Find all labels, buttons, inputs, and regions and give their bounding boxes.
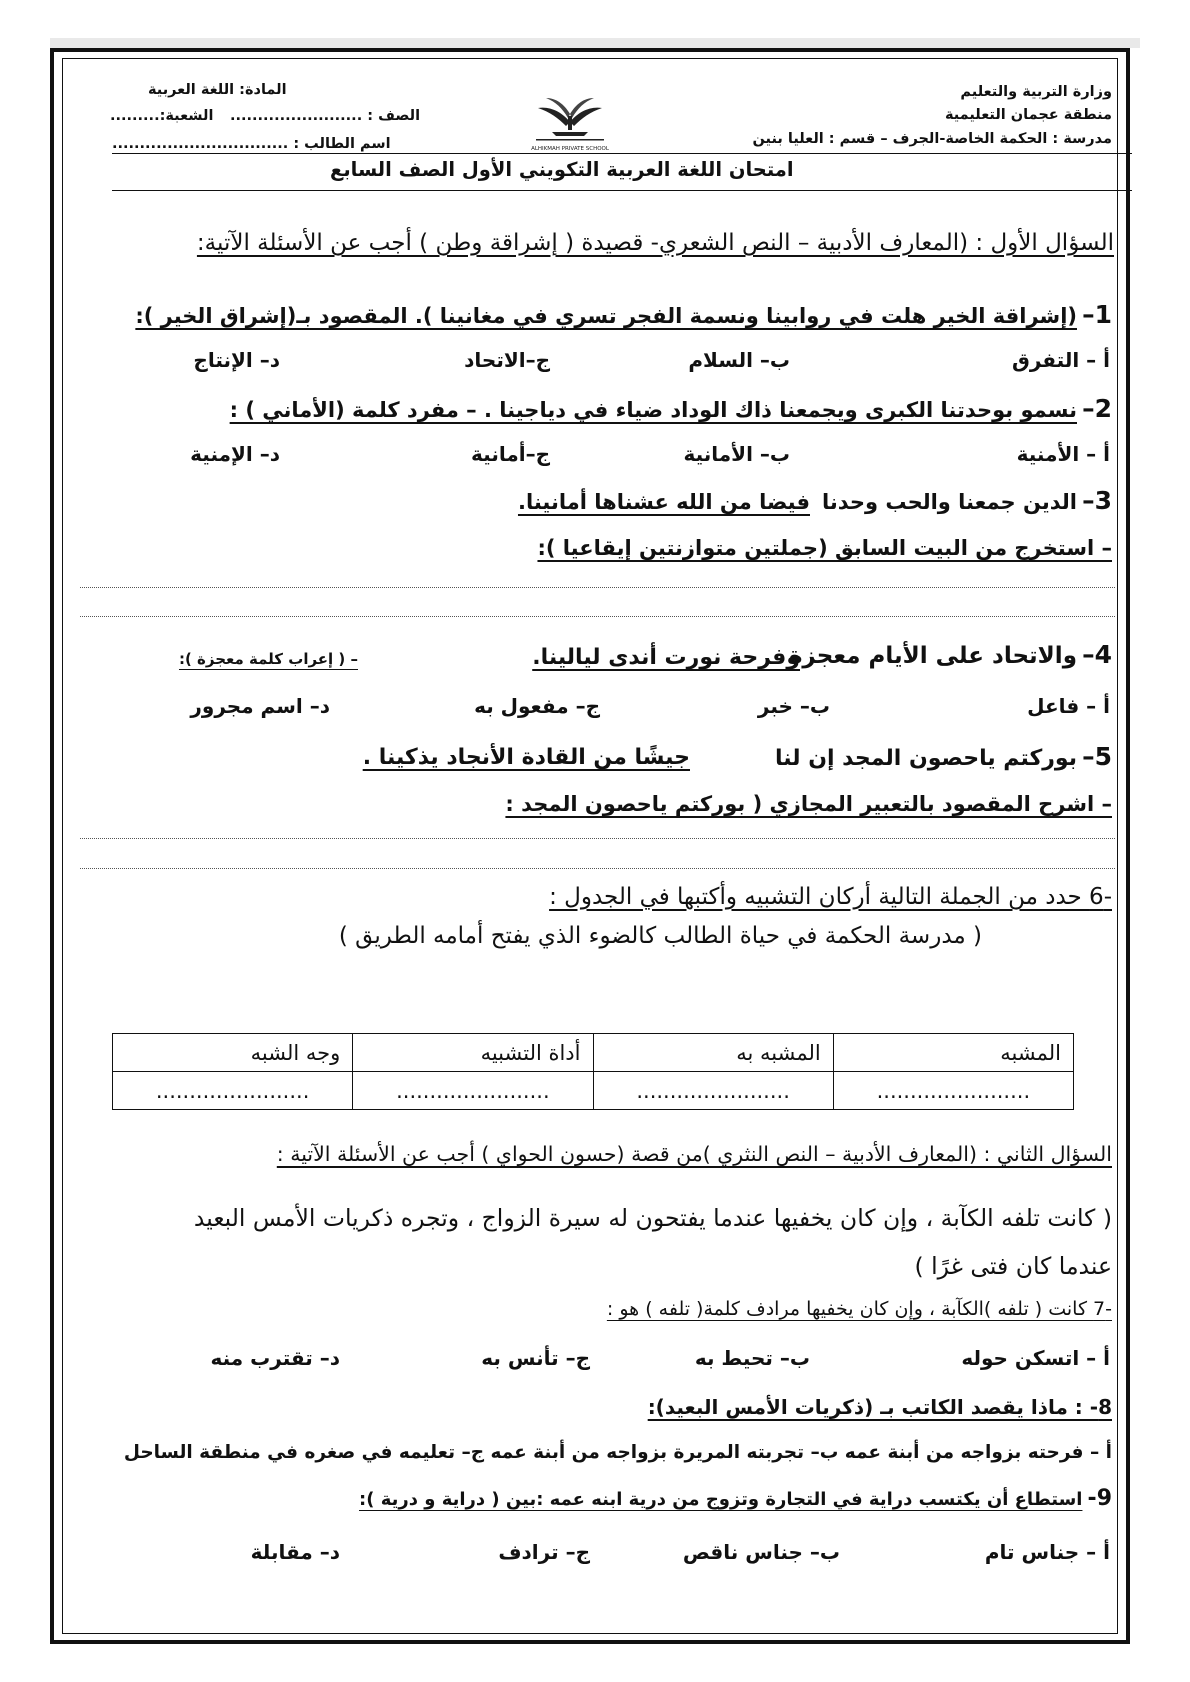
q3-verse-a: الدين جمعنا والحب وحدنا <box>821 490 1077 514</box>
header-divider <box>112 153 1132 154</box>
q8-options[interactable]: أ – فرحته بزواجه من أبنة عمه ب– تجربته المريرة بزواجه من أبنة عمه ج– تعليمه في صغره في منطقة الساحل <box>123 1442 1112 1463</box>
q1-option-b[interactable]: ب– السلام <box>688 348 790 372</box>
q1-option-d[interactable]: د– الإنتاج <box>193 348 280 372</box>
q4-option-d[interactable]: د– اسم مجرور <box>190 694 330 718</box>
q9-option-d[interactable]: د– مقابلة <box>250 1540 340 1564</box>
passage-line-2: عندما كان فتى غرًا ) <box>914 1252 1112 1280</box>
answer-line[interactable] <box>80 838 1115 839</box>
school-name: مدرسة : الحكمة الخاصة-الجرف – قسم : العليا بنين <box>752 131 1112 147</box>
q6-title: -6 حدد من الجملة التالية أركان التشبيه وأكتبها في الجدول : <box>549 884 1112 910</box>
table-row <box>113 1072 1074 1110</box>
answer-line[interactable] <box>80 868 1115 869</box>
q5-verse-a: بوركتم ياحصون المجد إن لنا <box>775 746 1077 771</box>
table-answer-cell[interactable]: ....................... <box>353 1072 593 1110</box>
q4-verse-a: والاتحاد على الأيام معجزة <box>788 643 1077 669</box>
q7-option-b[interactable]: ب– تحيط به <box>694 1346 810 1370</box>
school-logo <box>522 92 618 156</box>
scan-edge <box>50 38 1140 48</box>
q7-option-d[interactable]: د– تقترب منه <box>210 1346 340 1370</box>
q9-option-b[interactable]: ب– جناس ناقص <box>682 1540 840 1564</box>
answer-line[interactable] <box>80 587 1115 588</box>
table-header-cell: وجه الشبه <box>113 1034 353 1072</box>
q3-number: 3– <box>1082 486 1112 515</box>
q7-option-a[interactable]: أ – اتسكن حوله <box>961 1346 1110 1370</box>
q2-option-d[interactable]: د– الإمنية <box>190 442 280 466</box>
q2-option-a[interactable]: أ – الأمنية <box>1016 442 1110 466</box>
q4-task: – ( إعراب كلمة معجزة ): <box>178 650 358 668</box>
q2-number: 2– <box>1082 394 1112 423</box>
table-answer-cell[interactable]: ....................... <box>593 1072 833 1110</box>
table-header-cell: المشبه <box>833 1034 1073 1072</box>
q6-sentence: ( مدرسة الحكمة في حياة الطالب كالضوء الذي يفتح أمامه الطريق ) <box>338 923 982 949</box>
simile-table <box>112 1033 1074 1110</box>
q3-verse-b: فيضا من الله عشناها أمانينا. <box>517 490 810 514</box>
q2-option-c[interactable]: ج–أمانية <box>471 442 550 466</box>
table-answer-cell[interactable]: ....................... <box>833 1072 1073 1110</box>
q4-option-b[interactable]: ب– خبر <box>757 694 830 718</box>
q9-option-c[interactable]: ج– ترادف <box>498 1540 590 1564</box>
table-header-cell: المشبه به <box>593 1034 833 1072</box>
ministry-name: وزارة التربية والتعليم <box>960 84 1112 100</box>
class-field[interactable]: الصف : ........................ <box>230 108 421 124</box>
q4-option-c[interactable]: ج– مفعول به <box>474 694 600 718</box>
q9-number: 9- <box>1087 1486 1112 1511</box>
q7-option-c[interactable]: ج– تأنس به <box>481 1346 590 1370</box>
region-name: منطقة عجمان التعليمية <box>944 107 1112 123</box>
q2-option-b[interactable]: ب– الأمانية <box>683 442 790 466</box>
q2-text: نسمو بوحدتنا الكبرى ويجمعنا ذاك الوداد ضياء في دياجينا . – مفرد كلمة (الأماني ) : <box>229 398 1077 422</box>
q5-task: – اشرح المقصود بالتعبير المجازي ( بوركتم ياحصون المجد : <box>505 792 1112 816</box>
q5-number: 5– <box>1082 742 1112 771</box>
student-name-field[interactable]: اسم الطالب : ................................ <box>112 136 391 152</box>
section2-title: السؤال الثاني : (المعارف الأدبية – النص النثري )من قصة (حسون الحواي ) أجب عن الأسئلة الآتية : <box>276 1142 1112 1166</box>
q3-task: – استخرج من البيت السابق (جملتين متوازنتين إيقاعيا ): <box>537 536 1112 560</box>
table-answer-cell[interactable]: ....................... <box>113 1072 353 1110</box>
section-field[interactable]: الشعبة:......... <box>110 108 214 124</box>
q5-verse-b: جيشًا من القادة الأنجاد يذكينا . <box>362 745 690 770</box>
q1-number: 1– <box>1082 300 1112 329</box>
q1-option-c[interactable]: ج–الاتحاد <box>464 348 550 372</box>
subject-label: المادة: اللغة العربية <box>148 82 287 98</box>
title-divider <box>112 190 1132 191</box>
q9-text: استطاع أن يكتسب دراية في التجارة وتزوج من درية ابنه عمه :بين ( دراية و درية ): <box>359 1489 1083 1510</box>
table-header-cell: أداة التشبيه <box>353 1034 593 1072</box>
logo-text: ALHIKMAH PRIVATE SCHOOL <box>531 146 609 152</box>
table-row <box>113 1034 1074 1072</box>
q8-text: 8- : ماذا يقصد الكاتب بـ (ذكريات الأمس البعيد): <box>647 1395 1112 1419</box>
q4-verse-b: وفرحة نورت أندى ليالينا. <box>532 645 800 670</box>
passage-line-1: ( كانت تلفه الكآبة ، وإن كان يخفيها عندما يفتحون له سيرة الزواج ، وتجره ذكريات الأمس البعيد <box>193 1204 1112 1232</box>
q4-number: 4– <box>1082 640 1112 669</box>
exam-title: امتحان اللغة العربية التكويني الأول الصف السابع <box>330 158 794 181</box>
q7-text: -7 كانت ( تلفه )الكآبة ، وإن كان يخفيها مرادف كلمة( تلفه ) هو : <box>606 1298 1112 1320</box>
q1-option-a[interactable]: أ – التفرق <box>1011 348 1110 372</box>
q9-option-a[interactable]: أ – جناس تام <box>984 1540 1110 1564</box>
q1-text: (إشراقة الخير هلت في روابينا ونسمة الفجر تسري في مغانينا ). المقصود بـ(إشراق الخير ): <box>135 304 1077 328</box>
section1-title: السؤال الأول : (المعارف الأدبية – النص الشعري- قصيدة ( إشراقة وطن ) أجب عن الأسئلة الآتية: <box>196 230 1114 256</box>
answer-line[interactable] <box>80 616 1115 617</box>
q4-option-a[interactable]: أ – فاعل <box>1027 694 1110 718</box>
